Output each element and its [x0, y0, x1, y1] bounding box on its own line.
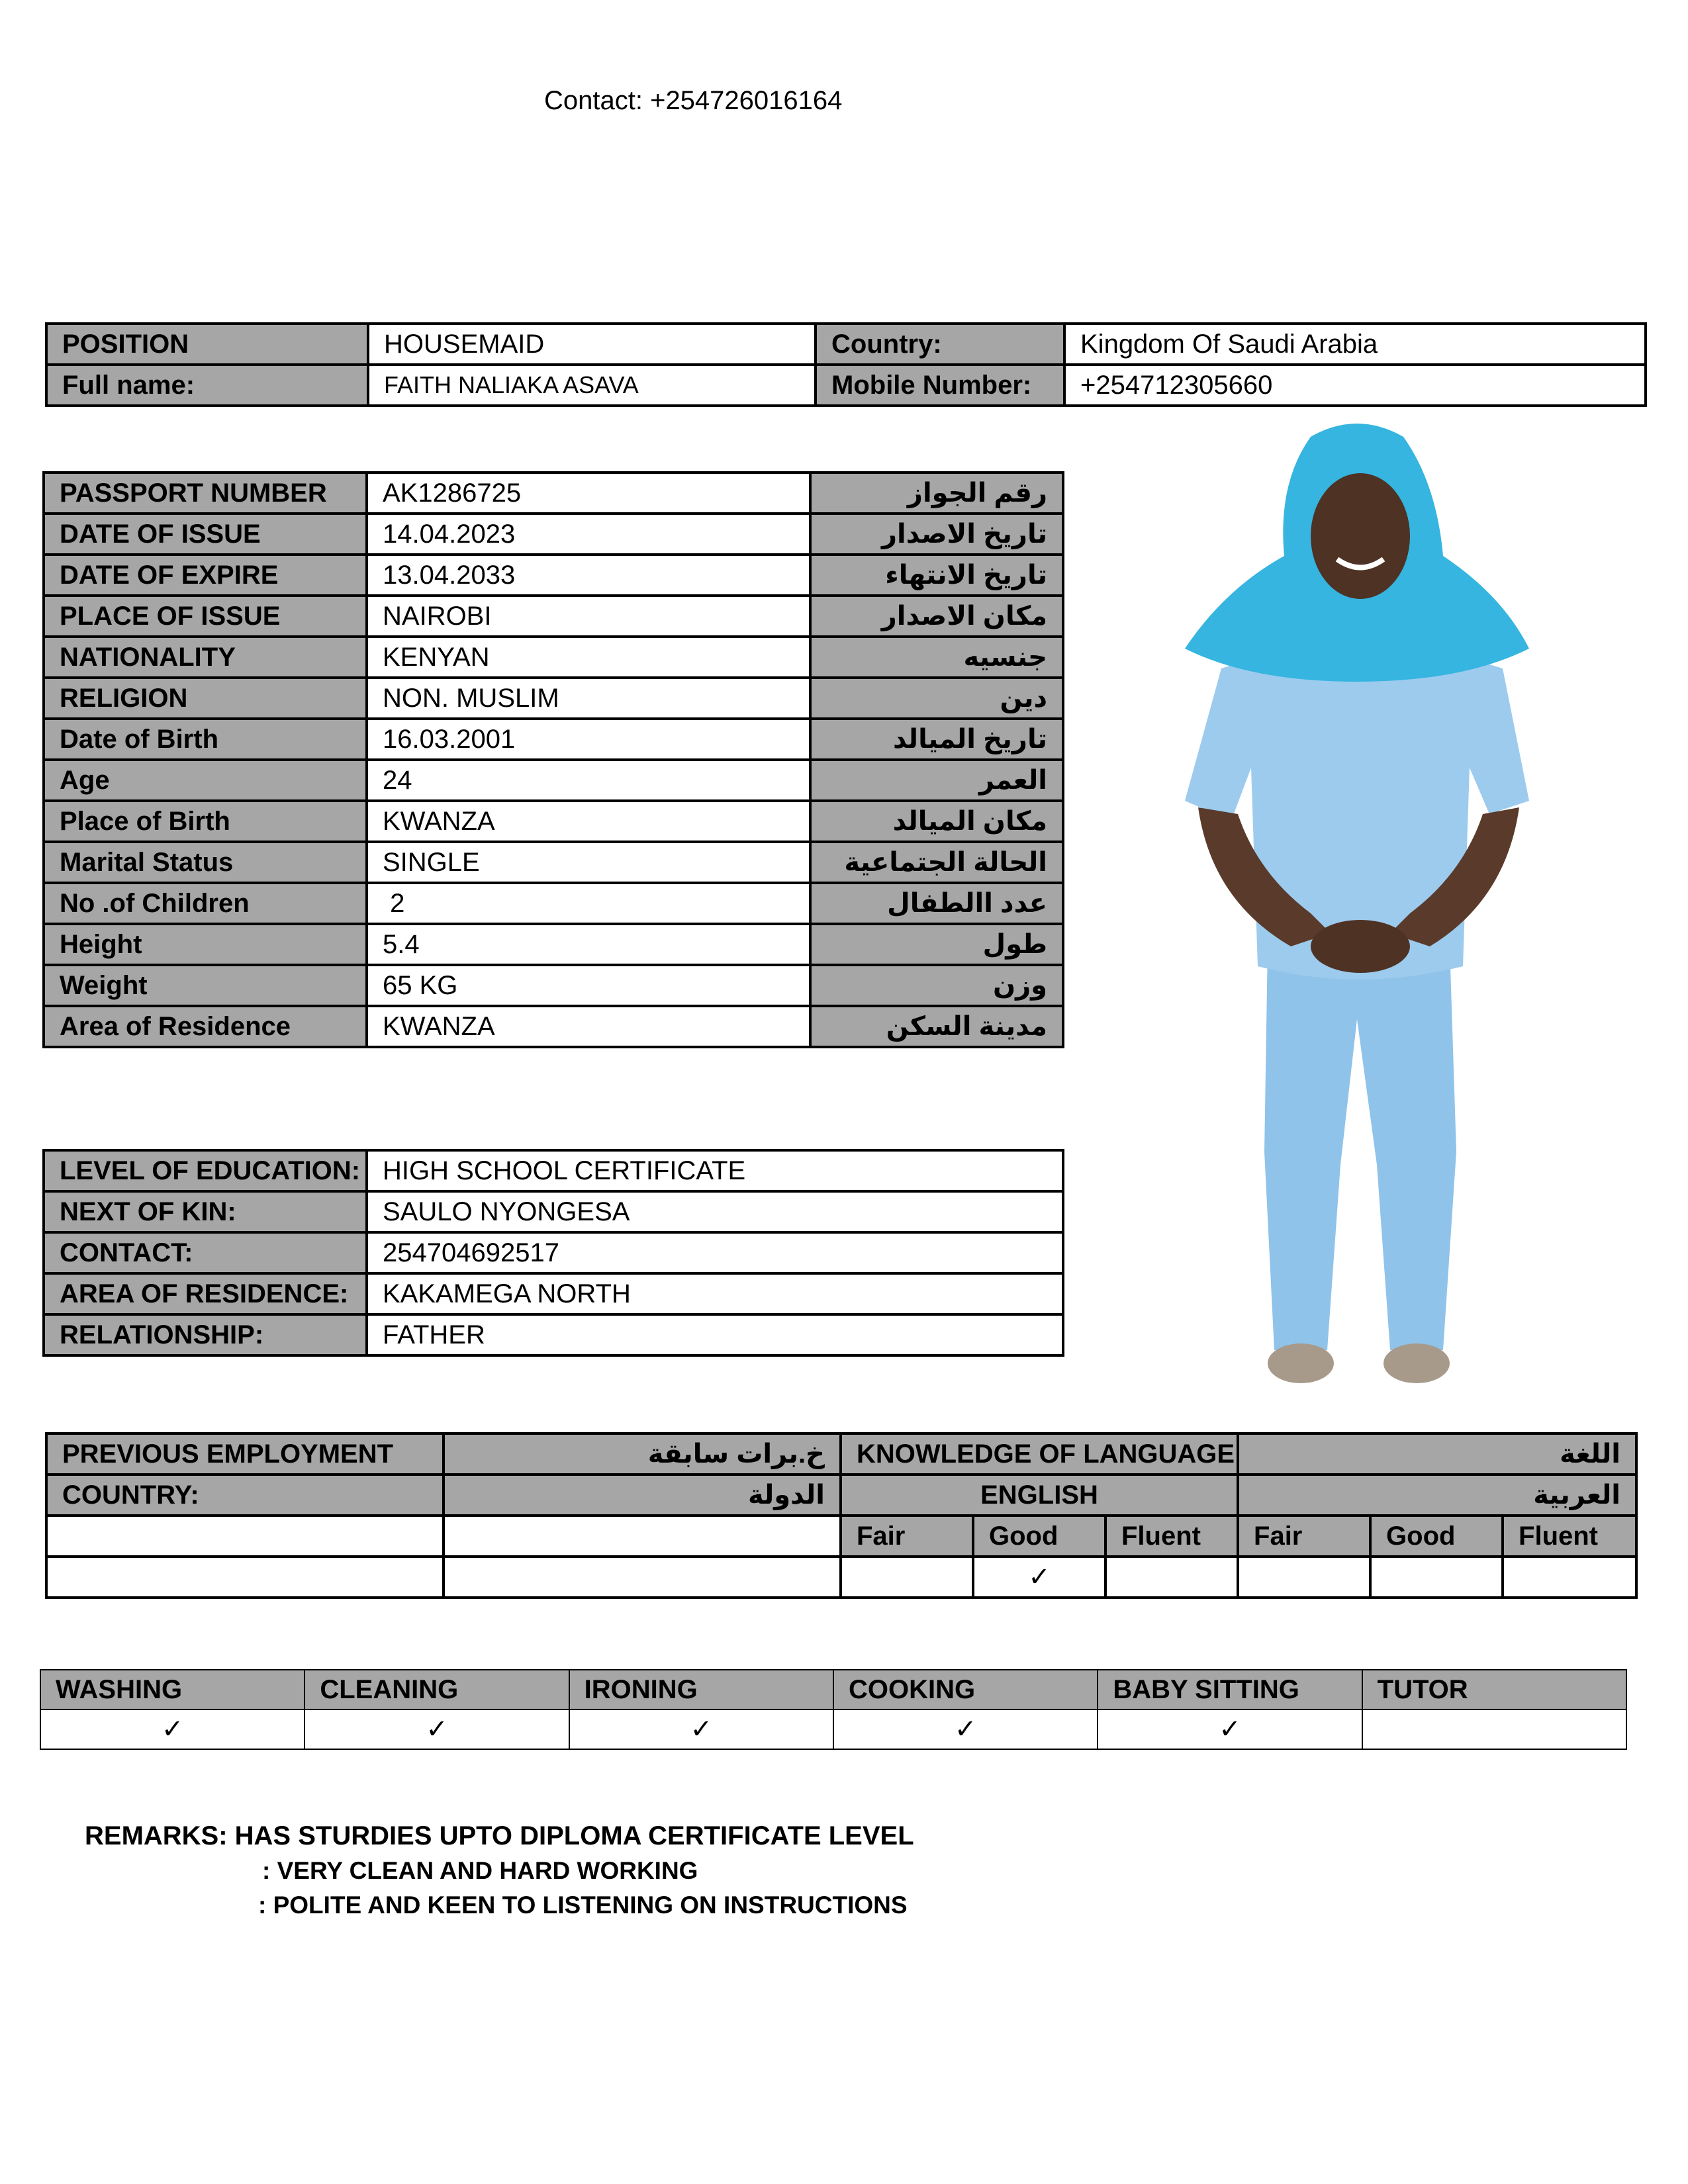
level-fair-arabic: Fair: [1238, 1516, 1370, 1557]
detail-value: NON. MUSLIM: [367, 678, 810, 719]
detail-value: AK1286725: [367, 473, 810, 514]
kin-value: HIGH SCHOOL CERTIFICATE: [367, 1150, 1063, 1191]
detail-value: 13.04.2033: [367, 555, 810, 596]
kin-value: 254704692517: [367, 1232, 1063, 1273]
detail-label: Height: [44, 924, 367, 965]
detail-value: 14.04.2023: [367, 514, 810, 555]
country-label: COUNTRY:: [46, 1475, 444, 1516]
mark-good-arabic: [1370, 1557, 1503, 1598]
kin-value: FATHER: [367, 1314, 1063, 1355]
detail-value: KENYAN: [367, 637, 810, 678]
detail-value: 24: [367, 760, 810, 801]
kin-label: LEVEL OF EDUCATION:: [44, 1150, 367, 1191]
detail-row: [44, 842, 1063, 883]
prev-employment-arabic: خ.برات سابقة: [444, 1433, 841, 1475]
skill-check-mark: ✓: [40, 1709, 305, 1749]
detail-arabic-label: طول: [810, 924, 1063, 965]
mark-fluent-english: [1105, 1557, 1238, 1598]
detail-arabic-label: الحالة الجتماعية: [810, 842, 1063, 883]
kin-value: KAKAMEGA NORTH: [367, 1273, 1063, 1314]
level-fluent-english: Fluent: [1105, 1516, 1238, 1557]
detail-label: Place of Birth: [44, 801, 367, 842]
kin-row: [44, 1314, 1063, 1355]
detail-row: [44, 596, 1063, 637]
detail-row: [44, 514, 1063, 555]
level-fair-english: Fair: [841, 1516, 973, 1557]
language-arabic: اللغة: [1238, 1433, 1636, 1475]
detail-value: NAIROBI: [367, 596, 810, 637]
detail-arabic-label: مكان الاصدار: [810, 596, 1063, 637]
mobile-label: Mobile Number:: [816, 365, 1064, 406]
detail-label: NATIONALITY: [44, 637, 367, 678]
detail-arabic-label: تاريخ الاصدار: [810, 514, 1063, 555]
skill-check-mark: [1362, 1709, 1626, 1749]
detail-row: [44, 555, 1063, 596]
country-arabic: الدولة: [444, 1475, 841, 1516]
skills-table: [40, 1669, 1627, 1750]
passport-details-table: [42, 471, 1064, 1048]
detail-arabic-label: دين: [810, 678, 1063, 719]
kin-label: RELATIONSHIP:: [44, 1314, 367, 1355]
position-label: POSITION: [46, 324, 368, 365]
education-kin-table: [42, 1149, 1064, 1357]
detail-value: KWANZA: [367, 801, 810, 842]
left-shoe: [1268, 1343, 1334, 1383]
detail-label: PASSPORT NUMBER: [44, 473, 367, 514]
detail-label: Weight: [44, 965, 367, 1006]
skill-check-mark: ✓: [305, 1709, 569, 1749]
skill-check-mark: ✓: [1098, 1709, 1362, 1749]
employment-duration-cell: [444, 1557, 841, 1598]
employment-duration-cell: [444, 1516, 841, 1557]
detail-row: [44, 883, 1063, 924]
detail-arabic-label: وزن: [810, 965, 1063, 1006]
detail-row: [44, 473, 1063, 514]
skill-header: CLEANING: [305, 1670, 569, 1709]
mark-good-english: ✓: [973, 1557, 1105, 1598]
skill-header: IRONING: [569, 1670, 833, 1709]
detail-label: DATE OF EXPIRE: [44, 555, 367, 596]
detail-row: [44, 637, 1063, 678]
detail-row: [44, 760, 1063, 801]
mobile-value: +254712305660: [1064, 365, 1646, 406]
detail-value: 2: [367, 883, 810, 924]
position-value: HOUSEMAID: [368, 324, 816, 365]
employment-language-table: [45, 1432, 1638, 1599]
remarks-line-2: : VERY CLEAN AND HARD WORKING: [262, 1857, 698, 1884]
detail-label: Age: [44, 760, 367, 801]
mark-fair-arabic: [1238, 1557, 1370, 1598]
detail-row: [44, 965, 1063, 1006]
kin-label: AREA OF RESIDENCE:: [44, 1273, 367, 1314]
detail-value: 16.03.2001: [367, 719, 810, 760]
skill-check-mark: ✓: [569, 1709, 833, 1749]
kin-value: SAULO NYONGESA: [367, 1191, 1063, 1232]
employment-country-cell: [46, 1516, 444, 1557]
hands: [1311, 920, 1410, 973]
detail-row: [44, 719, 1063, 760]
english-label: ENGLISH: [841, 1475, 1238, 1516]
skill-header: TUTOR: [1362, 1670, 1626, 1709]
detail-label: DATE OF ISSUE: [44, 514, 367, 555]
detail-arabic-label: تاريخ الميالد: [810, 719, 1063, 760]
detail-arabic-label: مكان الميالد: [810, 801, 1063, 842]
detail-row: [44, 1006, 1063, 1047]
country-label: Country:: [816, 324, 1064, 365]
fullname-value: FAITH NALIAKA ASAVA: [368, 365, 816, 406]
detail-value: 65 KG: [367, 965, 810, 1006]
detail-arabic-label: رقم الجواز: [810, 473, 1063, 514]
arabic-language-label: العربية: [1238, 1475, 1636, 1516]
skill-header: COOKING: [833, 1670, 1098, 1709]
kin-label: CONTACT:: [44, 1232, 367, 1273]
detail-arabic-label: تاريخ الانتهاء: [810, 555, 1063, 596]
language-label: KNOWLEDGE OF LANGUAGE: [841, 1433, 1238, 1475]
kin-row: [44, 1232, 1063, 1273]
country-value: Kingdom Of Saudi Arabia: [1064, 324, 1646, 365]
detail-label: PLACE OF ISSUE: [44, 596, 367, 637]
employment-country-cell: [46, 1557, 444, 1598]
face: [1311, 473, 1410, 599]
mark-fluent-arabic: [1503, 1557, 1636, 1598]
right-shoe: [1383, 1343, 1450, 1383]
top-contact: Contact: +254726016164: [544, 86, 843, 115]
kin-label: NEXT OF KIN:: [44, 1191, 367, 1232]
kin-row: [44, 1273, 1063, 1314]
detail-arabic-label: جنسيه: [810, 637, 1063, 678]
kin-row: [44, 1150, 1063, 1191]
detail-label: Date of Birth: [44, 719, 367, 760]
candidate-photo: [1158, 424, 1589, 1416]
trousers: [1264, 946, 1456, 1350]
fullname-label: Full name:: [46, 365, 368, 406]
detail-value: 5.4: [367, 924, 810, 965]
remarks-line-1: REMARKS: HAS STURDIES UPTO DIPLOMA CERTIFICATE LEVEL: [85, 1821, 914, 1850]
detail-row: [44, 678, 1063, 719]
level-good-english: Good: [973, 1516, 1105, 1557]
detail-arabic-label: العمر: [810, 760, 1063, 801]
kin-row: [44, 1191, 1063, 1232]
header-table: [45, 322, 1647, 407]
skill-check-mark: ✓: [833, 1709, 1098, 1749]
detail-row: [44, 924, 1063, 965]
remarks-line-3: : POLITE AND KEEN TO LISTENING ON INSTRUCTIONS: [258, 1891, 908, 1919]
detail-arabic-label: مدينة السكن: [810, 1006, 1063, 1047]
detail-value: KWANZA: [367, 1006, 810, 1047]
skill-header: WASHING: [40, 1670, 305, 1709]
prev-employment-label: PREVIOUS EMPLOYMENT: [46, 1433, 444, 1475]
level-fluent-arabic: Fluent: [1503, 1516, 1636, 1557]
detail-value: SINGLE: [367, 842, 810, 883]
detail-arabic-label: عدد االطفال: [810, 883, 1063, 924]
detail-label: RELIGION: [44, 678, 367, 719]
level-good-arabic: Good: [1370, 1516, 1503, 1557]
detail-label: Marital Status: [44, 842, 367, 883]
detail-label: No .of Children: [44, 883, 367, 924]
detail-row: [44, 801, 1063, 842]
skill-header: BABY SITTING: [1098, 1670, 1362, 1709]
mark-fair-english: [841, 1557, 973, 1598]
detail-label: Area of Residence: [44, 1006, 367, 1047]
